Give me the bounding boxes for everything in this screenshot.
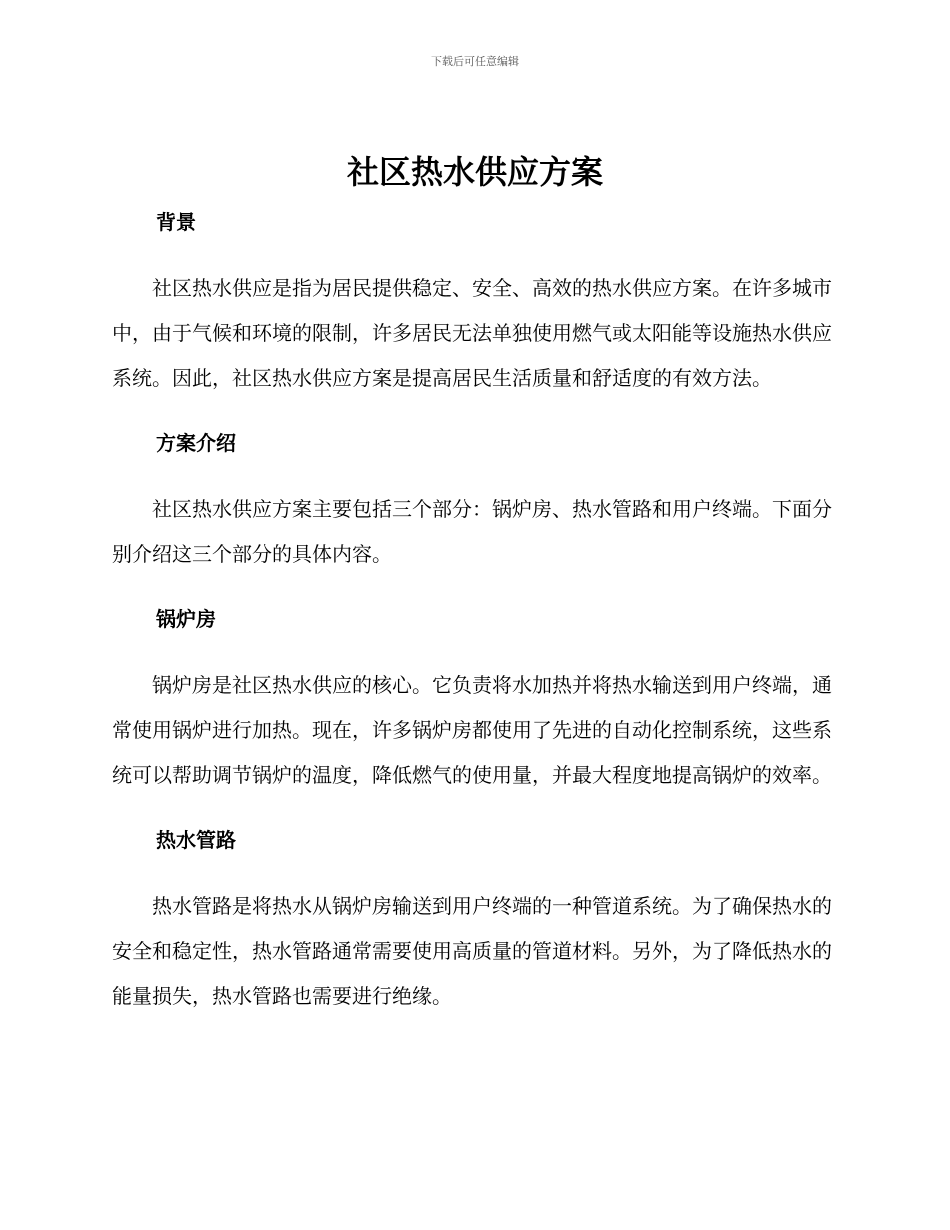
section-background (112, 206, 832, 401)
section-paragraph: 社区热水供应方案主要包括三个部分：锅炉房、热水管路和用户终端。下面分别介绍这三个部分的具体内容。 (112, 497, 832, 566)
section-paragraph: 热水管路是将热水从锅炉房输送到用户终端的一种管道系统。为了确保热水的安全和稳定性，热水管路通常需要使用高质量的管道材料。另外，为了降低热水的能量损失，热水管路也需要进行绝缘。 (112, 894, 832, 1008)
document-title: 社区热水供应方案 (346, 153, 603, 191)
section-heading: 背景 (156, 210, 196, 234)
document-body (112, 206, 832, 1019)
section-heading: 方案介绍 (156, 431, 236, 455)
section-boiler-room (112, 603, 832, 798)
section-paragraph: 社区热水供应是指为居民提供稳定、安全、高效的热水供应方案。在许多城市中，由于气候和环境的限制，许多居民无法单独使用燃气或太阳能等设施热水供应系统。因此，社区热水供应方案是提高居民生活质量和舒适度的有效方法。 (112, 276, 832, 390)
section-heading: 热水管路 (156, 828, 236, 852)
section-paragraph: 锅炉房是社区热水供应的核心。它负责将水加热并将热水输送到用户终端，通常使用锅炉进行加热。现在，许多锅炉房都使用了先进的自动化控制系统，这些系统可以帮助调节锅炉的温度，降低燃气的使用量，并最大程度地提高锅炉的效率。 (112, 673, 832, 787)
section-heading: 锅炉房 (156, 607, 216, 631)
page-header-note: 下载后可任意编辑 (431, 55, 519, 68)
section-hot-water-pipeline (112, 824, 832, 1019)
section-plan-intro (112, 427, 832, 577)
